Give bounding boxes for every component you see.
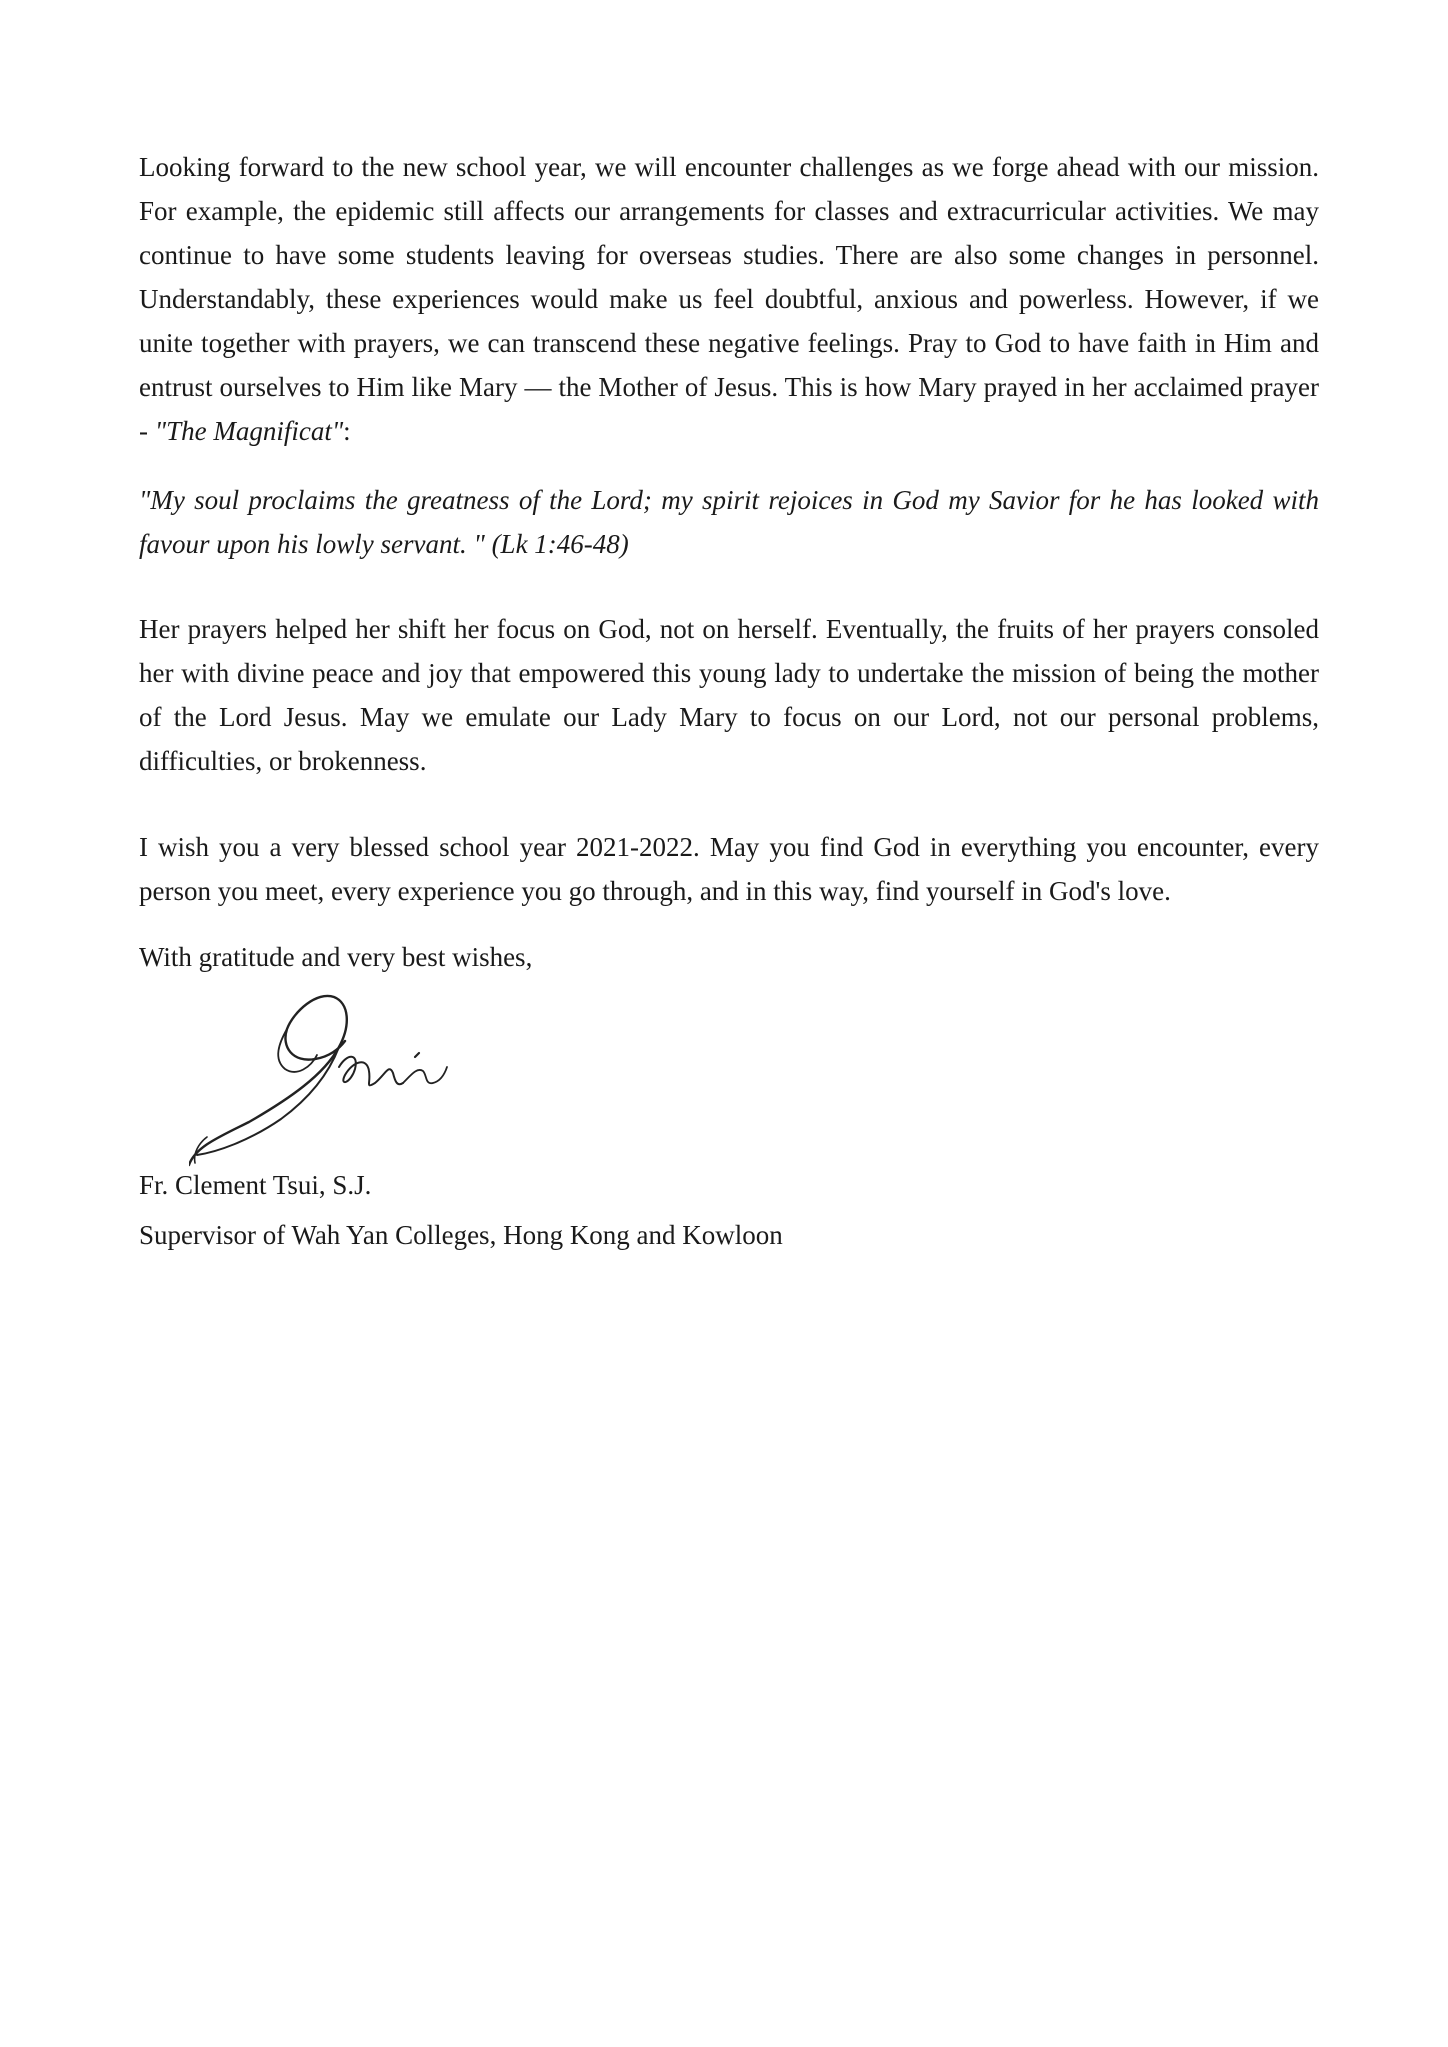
magnificat-quote: "My soul proclaims the greatness of the Lord; my spirit rejoices in God my Savior for he has looked with favour upon his lowly servant. " (Lk 1:46-48) <box>139 485 1319 559</box>
paragraph-challenges <box>139 145 1319 453</box>
signatory-title: Supervisor of Wah Yan Colleges, Hong Kong and Kowloon <box>139 1220 783 1250</box>
paragraph-wishes: I wish you a very blessed school year 2021-2022. May you find God in everything you encounter, every person you meet, every experience you go through, and in this way, find yourself in God's love. <box>139 832 1319 906</box>
magnificat-title: "The Magnificat" <box>154 416 344 446</box>
handwritten-signature <box>189 987 479 1167</box>
paragraph-challenges-end: : <box>343 416 351 446</box>
signatory-name: Fr. Clement Tsui, S.J. <box>139 1170 372 1200</box>
paragraph-challenges-text: Looking forward to the new school year, we will encounter challenges as we forge ahead with our mission. For example, the epidemic still affects our arrangements for classes and extracurricular activities. We may continue to have some students leaving for overseas studies. There are also some changes in personnel. Understandably, these experiences would make us feel doubtful, anxious and powerless. However, if we unite together with prayers, we can transcend these negative feelings. Pray to God to have faith in Him and entrust ourselves to Him like Mary — the Mother of Jesus. This is how Mary prayed in her acclaimed prayer - <box>139 152 1319 446</box>
paragraph-prayers: Her prayers helped her shift her focus on God, not on herself. Eventually, the fruits of her prayers consoled her with divine peace and joy that empowered this young lady to undertake the mission of being the mother of the Lord Jesus. May we emulate our Lady Mary to focus on our Lord, not our personal problems, difficulties, or brokenness. <box>139 614 1319 776</box>
closing-line: With gratitude and very best wishes, <box>139 942 533 972</box>
